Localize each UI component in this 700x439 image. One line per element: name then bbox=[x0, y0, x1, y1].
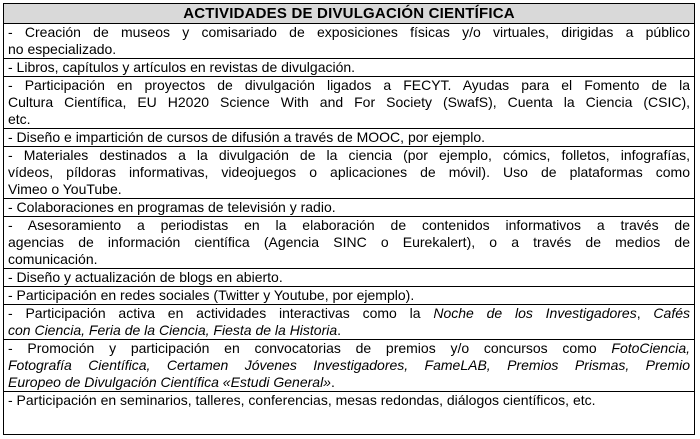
list-item bbox=[4, 59, 694, 77]
item-text-line: - Participación en seminarios, talleres, conferencias, mesas redondas, diálogos científicos, etc. bbox=[8, 392, 596, 408]
item-text-segment: - Participación activa en actividades interactivas como la bbox=[8, 305, 434, 321]
item-text-line: etc. bbox=[8, 111, 31, 127]
item-text-segment: , bbox=[636, 305, 654, 321]
item-text-segment: . bbox=[337, 322, 342, 338]
item-text-line: - Libros, capítulos y artículos en revistas de divulgación. bbox=[8, 59, 356, 75]
item-text-line bbox=[8, 357, 690, 374]
list-item bbox=[4, 24, 694, 59]
item-text-italic: Europeo de Divulgación Científica «Estudi General» bbox=[8, 374, 331, 390]
item-text-line: comunicación. bbox=[8, 251, 98, 267]
item-text-line: - Asesoramiento a periodistas en la elaboración de contenidos informativos a través de bbox=[8, 217, 690, 233]
item-text-line bbox=[8, 340, 690, 357]
item-text-line: Vimeo o YouTube. bbox=[8, 181, 122, 197]
item-text-line: - Materiales destinados a la divulgación de la ciencia (por ejemplo, cómics, folletos, infografías, bbox=[8, 147, 690, 163]
item-text-line: - Participación en redes sociales (Twitter y Youtube, por ejemplo). bbox=[8, 287, 415, 303]
list-item bbox=[4, 217, 694, 269]
item-text-line: agencias de información científica (Agencia SINC o Eurekalert), o a través de medios de bbox=[8, 234, 690, 250]
item-text-italic: Noche de los Investigadores bbox=[433, 305, 637, 321]
item-text-line bbox=[8, 322, 690, 339]
item-text-line bbox=[8, 374, 690, 391]
list-item bbox=[4, 129, 694, 147]
list-item bbox=[4, 305, 694, 340]
list-item bbox=[4, 340, 694, 392]
list-item bbox=[4, 147, 694, 199]
table-header bbox=[4, 4, 694, 24]
item-text-italic: FotoCiencia, bbox=[611, 340, 690, 356]
list-item bbox=[4, 269, 694, 287]
item-text-line: vídeos, píldoras informativas, videojuegos o aplicaciones de móvil). Uso de plataformas como bbox=[8, 164, 690, 180]
list-item bbox=[4, 392, 694, 409]
item-text-segment: - Promoción y participación en convocatorias de premios y/o concursos como bbox=[8, 340, 612, 356]
item-text-italic: Cafés bbox=[653, 305, 690, 321]
item-text-line: Cultura Científica, EU H2020 Science With and For Society (SwafS), Cuenta la Ciencia (CSIC), bbox=[8, 94, 690, 110]
item-text-italic: con Ciencia, Feria de la Ciencia, Fiesta de la Historia bbox=[8, 322, 338, 338]
activities-table bbox=[3, 3, 695, 435]
activities-list bbox=[4, 24, 694, 409]
table-title: ACTIVIDADES DE DIVULGACIÓN CIENTÍFICA bbox=[183, 5, 515, 22]
list-item bbox=[4, 287, 694, 305]
item-text-segment: . bbox=[330, 374, 335, 390]
item-text-line: - Participación en proyectos de divulgación ligados a FECYT. Ayudas para el Fomento de la bbox=[8, 77, 690, 93]
list-item bbox=[4, 77, 694, 129]
item-text-line: - Diseño y actualización de blogs en abierto. bbox=[8, 269, 283, 285]
list-item bbox=[4, 199, 694, 217]
item-text-line bbox=[8, 305, 690, 322]
item-text-line: - Creación de museos y comisariado de exposiciones físicas y/o virtuales, dirigidas a público bbox=[8, 24, 690, 40]
item-text-line: - Diseño e impartición de cursos de difusión a través de MOOC, por ejemplo. bbox=[8, 129, 485, 145]
item-text-line: no especializado. bbox=[8, 41, 117, 57]
item-text-line: - Colaboraciones en programas de televisión y radio. bbox=[8, 199, 336, 215]
item-text-italic: Fotografía Científica, Certamen Jóvenes Investigadores, FameLAB, Premios Prismas, Premio bbox=[8, 357, 690, 373]
